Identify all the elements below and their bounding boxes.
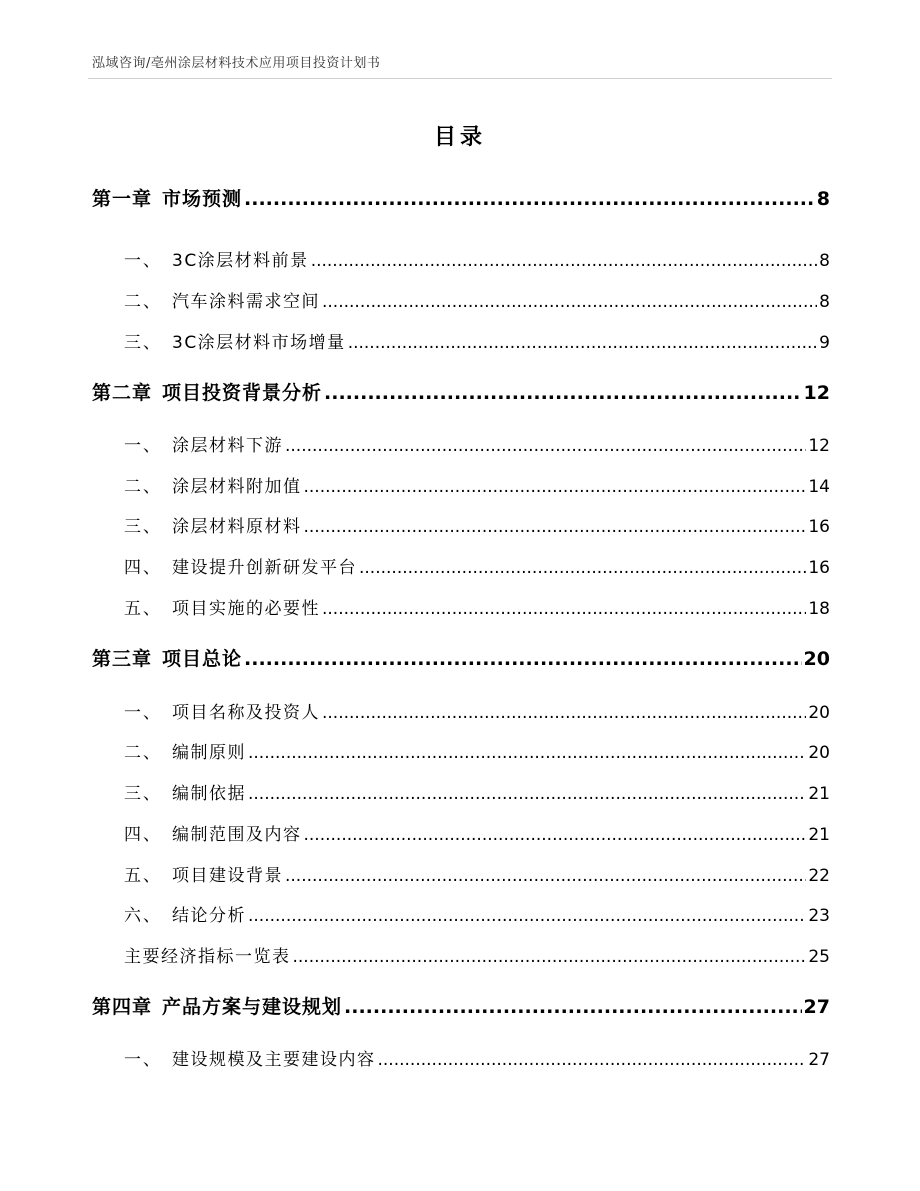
section-number: 三、 — [124, 333, 162, 353]
toc-chapter-3[interactable] — [92, 644, 830, 671]
dot-leader — [304, 825, 807, 845]
page-number: 9 — [819, 333, 830, 353]
section-title: 涂层材料下游 — [172, 436, 283, 456]
page-number: 21 — [808, 825, 830, 845]
section-title: 3C涂层材料前景 — [172, 251, 309, 271]
toc-section[interactable] — [124, 901, 830, 926]
dot-leader — [244, 648, 802, 670]
toc-section[interactable] — [124, 698, 830, 723]
page-number: 20 — [808, 743, 830, 763]
page-number: 22 — [808, 866, 830, 886]
section-title: 汽车涂料需求空间 — [172, 292, 320, 312]
document-header: 泓域咨询/亳州涂层材料技术应用项目投资计划书 — [92, 56, 381, 71]
toc-section[interactable] — [124, 820, 830, 845]
toc-section[interactable] — [124, 328, 830, 353]
page-number: 12 — [803, 382, 830, 404]
dot-leader — [324, 382, 802, 404]
page-number: 12 — [808, 436, 830, 456]
dot-leader — [322, 703, 806, 723]
section-number: 一、 — [124, 436, 162, 456]
toc-section[interactable] — [124, 738, 830, 763]
page-number: 16 — [808, 517, 830, 537]
section-title: 3C涂层材料市场增量 — [172, 333, 346, 353]
section-title: 涂层材料附加值 — [172, 477, 302, 497]
section-number: 二、 — [124, 477, 162, 497]
chapter-number: 第一章 — [92, 188, 153, 210]
dot-leader — [304, 477, 807, 497]
dot-leader — [348, 333, 817, 353]
chapter-number: 第三章 — [92, 648, 153, 670]
dot-leader — [311, 251, 817, 271]
section-number: 六、 — [124, 906, 162, 926]
section-number: 三、 — [124, 784, 162, 804]
chapter-title: 市场预测 — [162, 188, 243, 210]
toc-chapter-1[interactable] — [92, 184, 830, 211]
chapter-number: 第四章 — [92, 996, 153, 1018]
section-number: 二、 — [124, 743, 162, 763]
section-title: 涂层材料原材料 — [172, 517, 302, 537]
toc-section[interactable] — [124, 287, 830, 312]
toc-chapter-2[interactable] — [92, 378, 830, 405]
section-title: 项目名称及投资人 — [172, 703, 320, 723]
section-number: 一、 — [124, 1050, 162, 1070]
toc-section[interactable] — [124, 1045, 830, 1070]
dot-leader — [285, 866, 806, 886]
page-number: 8 — [819, 251, 830, 271]
toc-section[interactable] — [124, 246, 830, 271]
page-number: 8 — [819, 292, 830, 312]
dot-leader — [322, 292, 817, 312]
section-number: 一、 — [124, 251, 162, 271]
page-number: 21 — [808, 784, 830, 804]
chapter-number: 第二章 — [92, 382, 153, 404]
toc-title: 目录 — [433, 125, 486, 150]
section-number: 四、 — [124, 558, 162, 578]
toc-section[interactable] — [124, 512, 830, 537]
toc-section[interactable] — [124, 431, 830, 456]
page-number: 27 — [803, 996, 830, 1018]
dot-leader — [293, 947, 807, 967]
toc-chapter-4[interactable] — [92, 992, 830, 1019]
toc-section[interactable] — [124, 472, 830, 497]
dot-leader — [322, 599, 806, 619]
page-number: 14 — [808, 477, 830, 497]
page-number: 23 — [808, 906, 830, 926]
section-number: 五、 — [124, 866, 162, 886]
section-title: 编制原则 — [172, 743, 246, 763]
dot-leader — [359, 558, 806, 578]
page-number: 18 — [808, 599, 830, 619]
section-number: 二、 — [124, 292, 162, 312]
dot-leader — [378, 1050, 807, 1070]
toc-section[interactable] — [124, 553, 830, 578]
chapter-title: 项目投资背景分析 — [162, 382, 323, 404]
section-title: 项目建设背景 — [172, 866, 283, 886]
dot-leader — [344, 996, 802, 1018]
page-number: 16 — [808, 558, 830, 578]
section-number: 四、 — [124, 825, 162, 845]
toc-section[interactable] — [124, 861, 830, 886]
section-number: 三、 — [124, 517, 162, 537]
dot-leader — [304, 517, 807, 537]
chapter-title: 项目总论 — [162, 648, 243, 670]
section-number: 一、 — [124, 703, 162, 723]
section-title: 结论分析 — [172, 906, 246, 926]
section-title: 建设规模及主要建设内容 — [172, 1050, 376, 1070]
toc-section[interactable] — [124, 779, 830, 804]
dot-leader — [248, 743, 806, 763]
section-title: 编制范围及内容 — [172, 825, 302, 845]
page-number: 20 — [803, 648, 830, 670]
page-number: 27 — [808, 1050, 830, 1070]
page-number: 25 — [808, 947, 830, 967]
dot-leader — [248, 906, 806, 926]
section-title: 建设提升创新研发平台 — [172, 558, 357, 578]
section-title: 编制依据 — [172, 784, 246, 804]
section-title: 主要经济指标一览表 — [124, 947, 291, 967]
dot-leader — [248, 784, 806, 804]
toc-section[interactable] — [124, 594, 830, 619]
toc-section[interactable] — [124, 942, 830, 967]
section-title: 项目实施的必要性 — [172, 599, 320, 619]
dot-leader — [285, 436, 806, 456]
page-number: 20 — [808, 703, 830, 723]
chapter-title: 产品方案与建设规划 — [162, 996, 343, 1018]
section-number: 五、 — [124, 599, 162, 619]
page-number: 8 — [816, 188, 830, 210]
header-rule — [88, 78, 832, 79]
dot-leader — [244, 188, 815, 210]
